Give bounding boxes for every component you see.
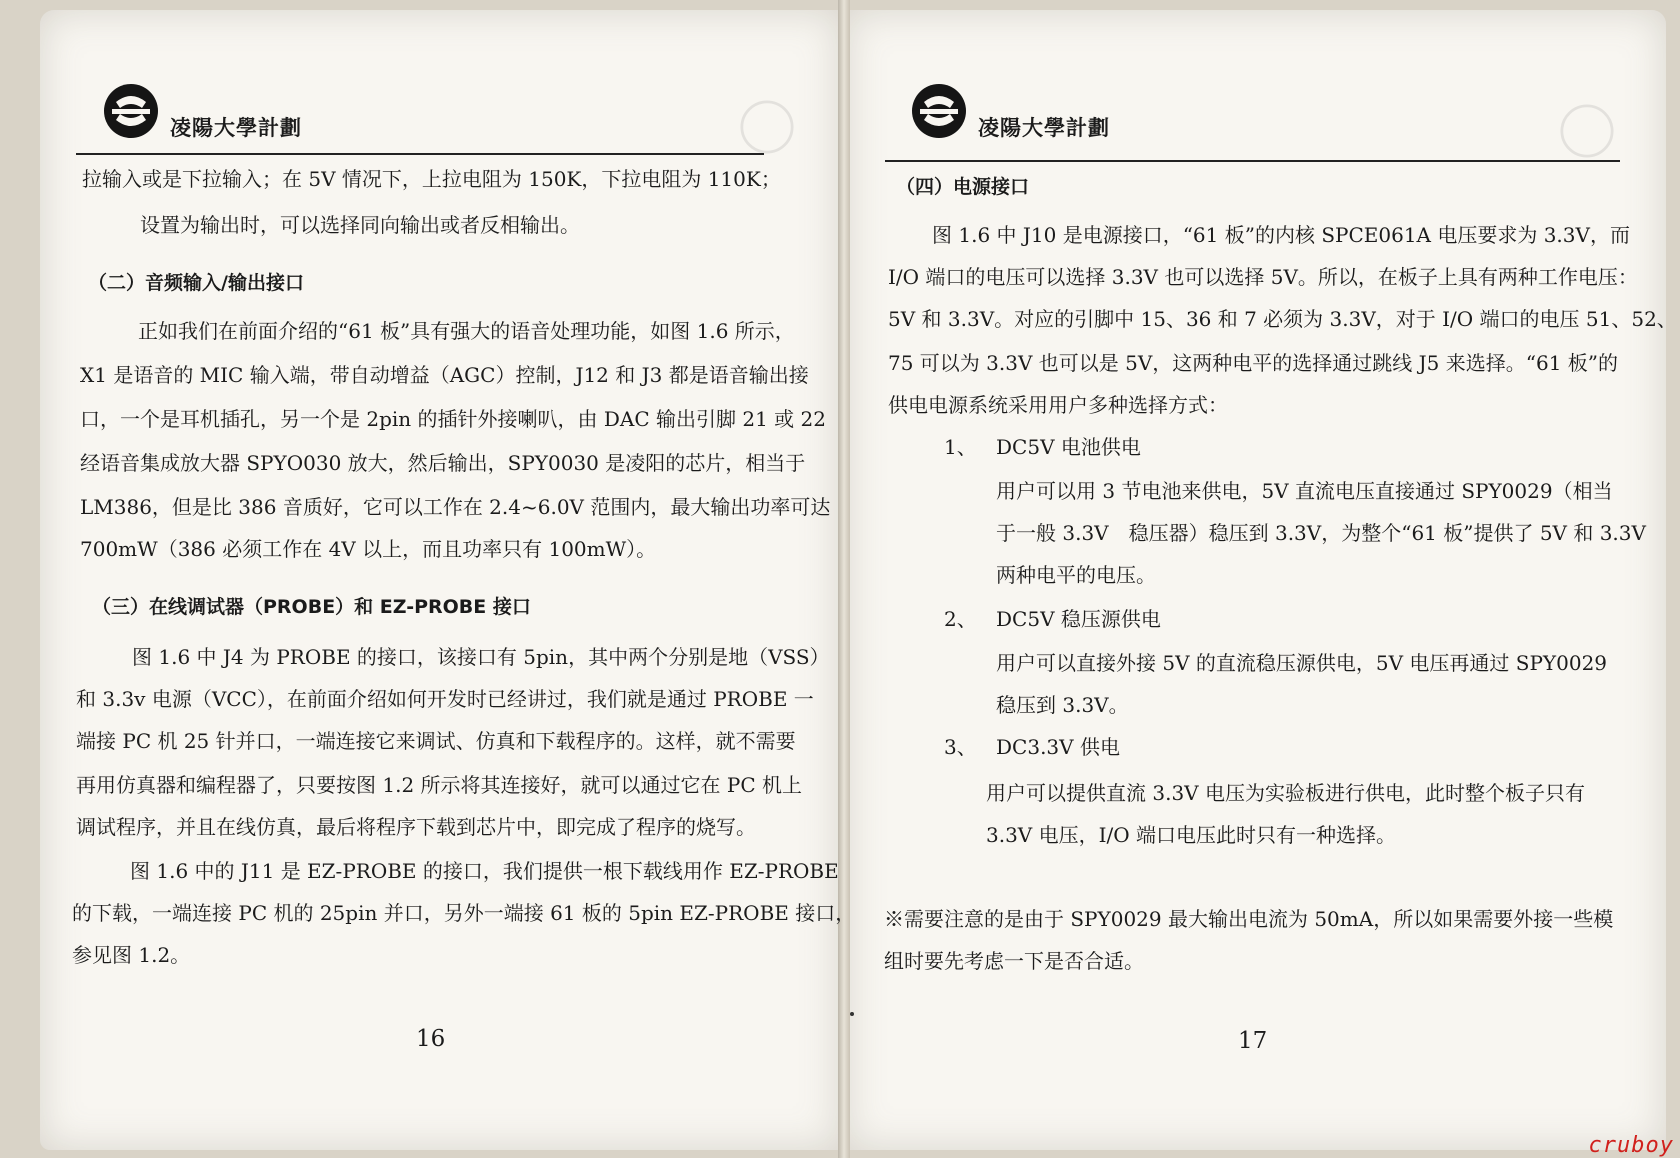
right-list-number: 1、: [944, 435, 977, 459]
left-text-line: 700mW（386 必须工作在 4V 以上，而且功率只有 100mW）。: [80, 537, 657, 561]
right-header: [910, 82, 1210, 144]
right-text-line: 稳压到 3.3V。: [996, 693, 1129, 717]
left-section-heading: （三）在线调试器（PROBE）和 EZ-PROBE 接口: [92, 596, 531, 618]
page-number-left: 16: [416, 1026, 446, 1052]
left-text-line: 参见图 1.2。: [72, 943, 191, 967]
left-text-line: 的下载，一端连接 PC 机的 25pin 并口，另外一端接 61 板的 5pin EZ-PROBE 接口，: [72, 901, 856, 925]
book-spine: [838, 0, 850, 1158]
lingyang-logo-icon: [910, 82, 968, 140]
ghost-logo-icon: [740, 100, 794, 154]
right-text-line: 75 可以为 3.3V 也可以是 5V，这两种电平的选择通过跳线 J5 来选择。“61 板”的: [888, 351, 1619, 375]
page-number-right: 17: [1238, 1028, 1268, 1054]
brand-title: 凌陽大學計劃: [978, 116, 1110, 140]
right-text-line: 3.3V 电压，I/O 端口电压此时只有一种选择。: [986, 823, 1396, 847]
left-text-line: LM386，但是比 386 音质好，它可以工作在 2.4~6.0V 范围内，最大输出功率可达: [80, 495, 831, 519]
left-text-line: 和 3.3v 电源（VCC），在前面介绍如何开发时已经讲过，我们就是通过 PROBE 一: [76, 687, 814, 711]
right-text-line: 两种电平的电压。: [996, 563, 1156, 587]
left-text-line: 图 1.6 中 J4 为 PROBE 的接口，该接口有 5pin，其中两个分别是地（VSS）: [132, 645, 830, 669]
left-text-line: 拉输入或是下拉输入；在 5V 情况下，上拉电阻为 150K，下拉电阻为 110K；: [82, 167, 781, 191]
right-text-line: 供电电源系统采用用户多种选择方式：: [888, 393, 1228, 417]
right-list-title: DC5V 稳压源供电: [996, 607, 1161, 631]
right-text-line: 于一般 3.3V 稳压器）稳压到 3.3V，为整个“61 板”提供了 5V 和 3.3V: [996, 521, 1646, 545]
right-list-number: 3、: [944, 735, 977, 759]
left-text-line: 端接 PC 机 25 针并口，一端连接它来调试、仿真和下载程序的。这样，就不需要: [76, 729, 796, 753]
left-text-line: 设置为输出时，可以选择同向输出或者反相输出。: [140, 213, 580, 237]
right-text-line: 图 1.6 中 J10 是电源接口，“61 板”的内核 SPCE061A 电压要求为 3.3V，而: [932, 223, 1630, 247]
ghost-logo-icon: [1560, 104, 1614, 158]
brand-title: 凌陽大學計劃: [170, 116, 302, 140]
right-note-line: ※需要注意的是由于 SPY0029 最大输出电流为 50mA，所以如果需要外接一些模: [884, 907, 1614, 931]
right-text-line: I/O 端口的电压可以选择 3.3V 也可以选择 5V。所以，在板子上具有两种工作电压：: [888, 265, 1638, 289]
right-text-line: 用户可以用 3 节电池来供电，5V 直流电压直接通过 SPY0029（相当: [996, 479, 1613, 503]
right-note-line: 组时要先考虑一下是否合适。: [884, 949, 1144, 973]
left-header-rule: [76, 153, 764, 155]
left-text-line: 图 1.6 中的 J11 是 EZ-PROBE 的接口，我们提供一根下载线用作 EZ-PROBE: [130, 859, 839, 883]
right-header-rule: [885, 160, 1620, 162]
ink-speck: [850, 1012, 854, 1016]
left-header: [102, 82, 402, 144]
right-list-title: DC3.3V 供电: [996, 735, 1120, 759]
right-list-title: DC5V 电池供电: [996, 435, 1141, 459]
left-text-line: 再用仿真器和编程器了，只要按图 1.2 所示将其连接好，就可以通过它在 PC 机上: [76, 773, 802, 797]
right-text-line: 用户可以直接外接 5V 的直流稳压源供电，5V 电压再通过 SPY0029: [996, 651, 1608, 675]
scan-watermark: cruboy: [1588, 1133, 1674, 1158]
left-text-line: 经语音集成放大器 SPYO030 放大，然后输出，SPY0030 是凌阳的芯片，相当于: [80, 451, 806, 475]
left-text-line: 口，一个是耳机插孔，另一个是 2pin 的插针外接喇叭，由 DAC 输出引脚 21 或 22: [80, 407, 826, 431]
right-text-line: 用户可以提供直流 3.3V 电压为实验板进行供电，此时整个板子只有: [986, 781, 1585, 805]
left-section-heading: （二）音频输入/输出接口: [88, 272, 304, 294]
left-text-line: 正如我们在前面介绍的“61 板”具有强大的语音处理功能，如图 1.6 所示，: [138, 319, 795, 343]
lingyang-logo-icon: [102, 82, 160, 140]
right-list-number: 2、: [944, 607, 977, 631]
right-text-line: 5V 和 3.3V。对应的引脚中 15、36 和 7 必须为 3.3V，对于 I/O 端口的电压 51、52、: [888, 307, 1677, 331]
right-section-heading: （四）电源接口: [896, 176, 1030, 198]
left-text-line: 调试程序，并且在线仿真，最后将程序下载到芯片中，即完成了程序的烧写。: [76, 815, 756, 839]
left-text-line: X1 是语音的 MIC 输入端，带自动增益（AGC）控制，J12 和 J3 都是语音输出接: [80, 363, 809, 387]
